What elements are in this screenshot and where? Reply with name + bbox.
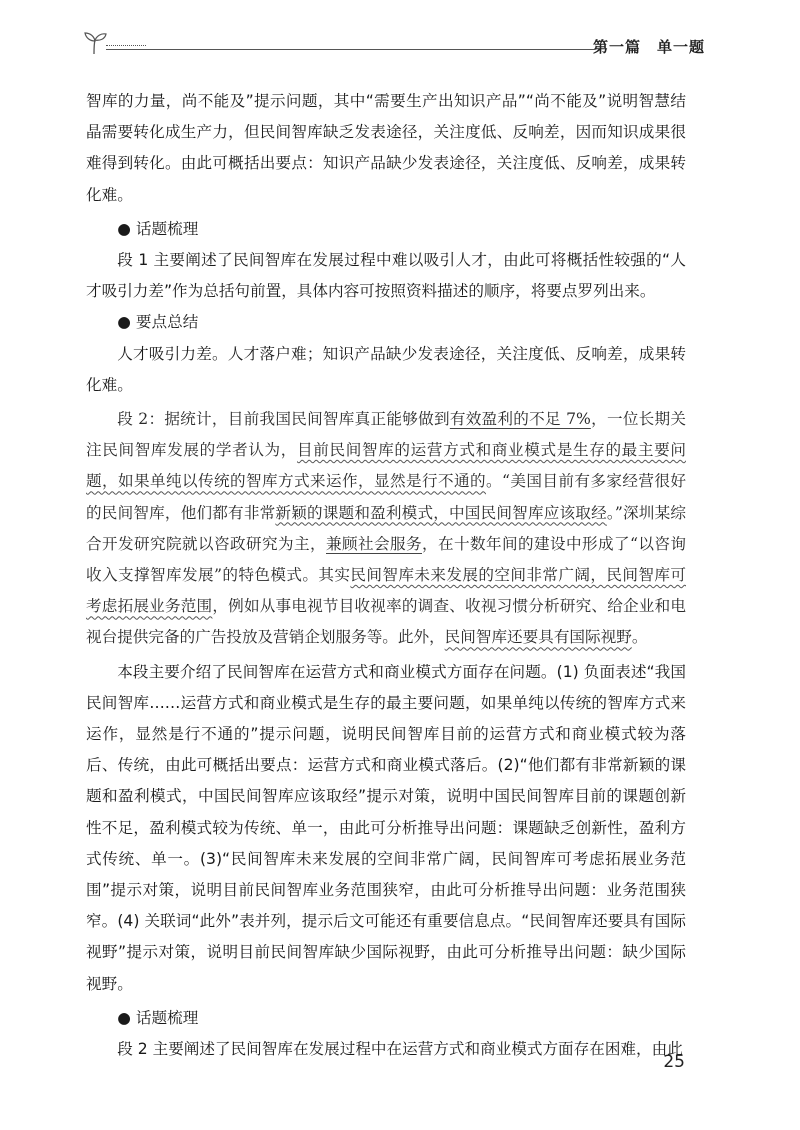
paragraph-topic-2: 段 2 主要阐述了民间智库在发展过程中在运营方式和商业模式方面存在困难，由此: [117, 1040, 683, 1059]
excerpt-text: 。: [631, 628, 648, 647]
topic-heading-label: 话题梳理: [135, 219, 199, 238]
excerpt-underlined: 兼顾社会服务: [326, 534, 422, 553]
page-number: 25: [663, 1052, 685, 1072]
header-dotted-rule: [106, 45, 146, 46]
excerpt-wavy-underlined: 新颖的课题和盈利模式，中国民间智库应该取经: [275, 503, 607, 522]
excerpt-wavy-underlined: 民间智库未来发展的空间非常广阔，民间智库可考虑拓展业务范围: [86, 566, 686, 616]
excerpt-wavy-underlined: 民间智库还要具有国际视野: [444, 628, 632, 647]
topic-heading-label: 话题梳理: [135, 1008, 199, 1027]
paragraph-analysis-end: 智库的力量，尚不能及”提示问题，其中“需要生产出知识产品”“尚不能及”说明智慧结晶需要转化成生产力，但民间智库缺乏发表途径，关注度低、反响差，因而知识成果很难得到转化。由此可概括出要点：知识产品缺少发表途径，关注度低、反响差，成果转化难。: [86, 92, 686, 204]
excerpt-text: ，一位长期关注民间智库发展的学者认为，: [86, 410, 686, 460]
excerpt-wavy-underlined: 目前民间智库的运营方式和商业模式是生存的最主要问题，如果单纯以传统的智库方式来运作，显然是行不通的: [86, 441, 686, 491]
paragraph-summary: 人才吸引力差。人才落户难；知识产品缺少发表途径，关注度低、反响差，成果转化难。: [86, 344, 686, 394]
header-rule: [106, 49, 595, 50]
excerpt-text: ，在十数年间的建设中形成了“以咨询收入支撑智库发展”的特色模式。其实: [86, 534, 686, 585]
topic-heading-1: [86, 214, 686, 245]
summary-heading: [86, 307, 686, 338]
excerpt-underlined: 有效盈利的不足 7%: [449, 410, 591, 429]
bullet-icon: ●: [117, 1008, 131, 1027]
page-content: [86, 86, 686, 1065]
bullet-icon: ●: [117, 219, 131, 238]
excerpt-text: ，例如从事电视节目收视率的调查、收视习惯分析研究、给企业和电视台提供完备的广告投放及营销企划服务等。此外，: [86, 597, 686, 647]
summary-heading-label: 要点总结: [135, 313, 199, 332]
excerpt-text: 。“美国目前有多家经营很好的民间智库，他们都有非常: [86, 472, 686, 522]
page-header: [80, 28, 705, 60]
excerpt-text: 。”深圳某综合开发研究院就以咨政研究为主，: [86, 503, 686, 553]
bullet-icon: ●: [117, 313, 131, 332]
sprout-icon: [80, 28, 110, 58]
topic-heading-2: [86, 1003, 686, 1034]
paragraph-analysis-2: 本段主要介绍了民间智库在运营方式和商业模式方面存在问题。(1) 负面表述“我国民间智库……运营方式和商业模式是生存的最主要问题，如果单纯以传统的智库方式来运作，显然是行不通的”提示问题，说明民间智库目前的运营方式和商业模式较为落后、传统，由此可概括出要点：运营方式和商业模式落后。(2)“他们都有非常新颖的课题和盈利模式，中国民间智库应该取经”提示对策，说明中国民间智库目前的课题创新性不足，盈利模式较为传统、单一，由此可分析推导出问题：课题缺乏创新性，盈利方式传统、单一。(3)“民间智库未来发展的空间非常广阔，民间智库可考虑拓展业务范围”提示对策，说明目前民间智库业务范围狭窄，由此可分析推导出问题：业务范围狭窄。(4) 关联词“此外”表并列，提示后文可能还有重要信息点。“民间智库还要具有国际视野”提示对策，说明目前民间智库缺少国际视野，由此可分析推导出问题：缺少国际视野。: [86, 662, 686, 993]
excerpt-text: 段 2：据统计，目前我国民间智库真正能够做到: [117, 410, 450, 429]
section-title: 第一篇 单一题: [592, 38, 705, 56]
paragraph-topic-1: 段 1 主要阐述了民间智库在发展过程中难以吸引人才，由此可将概括性较强的“人才吸引力差”作为总括句前置，具体内容可按照资料描述的顺序，将要点罗列出来。: [86, 251, 686, 301]
excerpt-paragraph-2: [86, 404, 686, 654]
